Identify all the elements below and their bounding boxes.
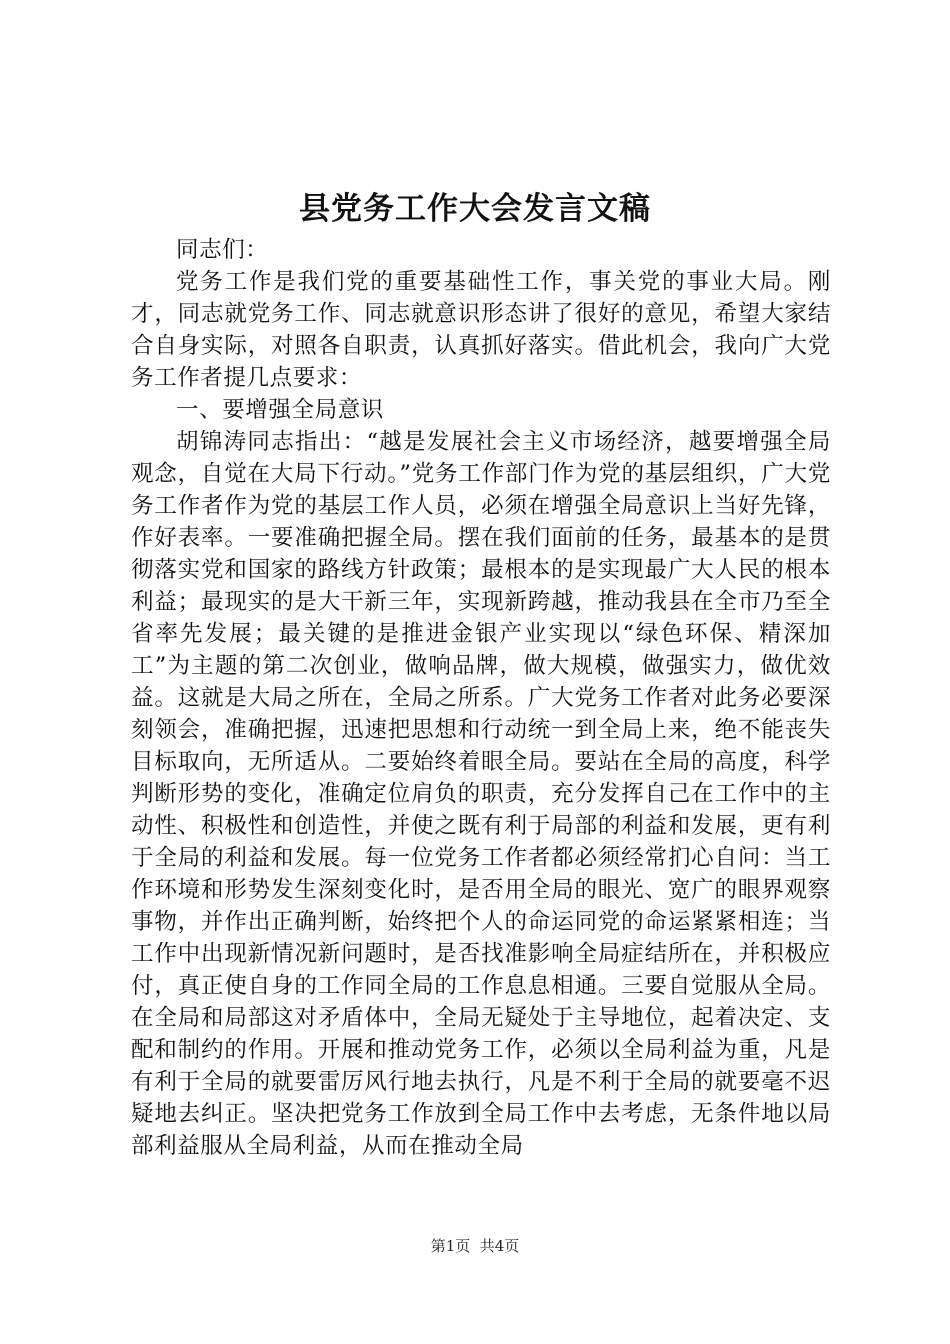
- body-paragraph: 胡锦涛同志指出：“越是发展社会主义市场经济，越要增强全局观念，自觉在大局下行动。”党务工作部门作为党的基层组织，广大党务工作者作为党的基层工作人员，必须在增强全局意识上当好先锋，作好表率。一要准确把握全局。摆在我们面前的任务，最基本的是贯彻落实党和国家的路线方针政策；最根本的是实现最广大人民的根本利益；最现实的是大干新三年，实现新跨越，推动我县在全市乃至全省率先发展；最关键的是推进金银产业实现以“绿色环保、精深加工”为主题的第二次创业，做响品牌，做大规模，做强实力，做优效益。这就是大局之所在，全局之所系。广大党务工作者对此务必要深刻领会，准确把握，迅速把思想和行动统一到全局上来，绝不能丧失目标取向，无所适从。二要始终着眼全局。要站在全局的高度，科学判断形势的变化，准确定位肩负的职责，充分发挥自己在工作中的主动性、积极性和创造性，并使之既有利于局部的利益和发展，更有利于全局的利益和发展。每一位党务工作者都必须经常扪心自问：当工作环境和形势发生深刻变化时，是否用全局的眼光、宽广的眼界观察事物，并作出正确判断，始终把个人的命运同党的命运紧紧相连；当工作中出现新情况新问题时，是否找准影响全局症结所在，并积极应付，真正使自身的工作同全局的工作息息相通。三要自觉服从全局。在全局和局部这对矛盾体中，全局无疑处于主导地位，起着决定、支配和制约的作用。开展和推动党务工作，必须以全局利益为重，凡是有利于全局的就要雷厉风行地去执行，凡是不利于全局的就要毫不迟疑地去纠正。坚决把党务工作放到全局工作中去考虑，无条件地以局部利益服从全局利益，从而在推动全局: [131, 429, 831, 1159]
- intro-paragraph: 党务工作是我们党的重要基础性工作，事关党的事业大局。刚才，同志就党务工作、同志就意识形态讲了很好的意见，希望大家结合自身实际，对照各自职责，认真抓好落实。借此机会，我向广大党务工作者提几点要求：: [131, 269, 831, 391]
- page-footer: [0, 1236, 950, 1256]
- document-title: 县党务工作大会发言文稿: [299, 191, 651, 227]
- page-number: 第1页 共4页: [430, 1237, 520, 1255]
- section-heading: 一、要增强全局意识: [176, 397, 384, 423]
- salutation: 同志们：: [176, 237, 269, 263]
- document-body: [131, 234, 831, 1162]
